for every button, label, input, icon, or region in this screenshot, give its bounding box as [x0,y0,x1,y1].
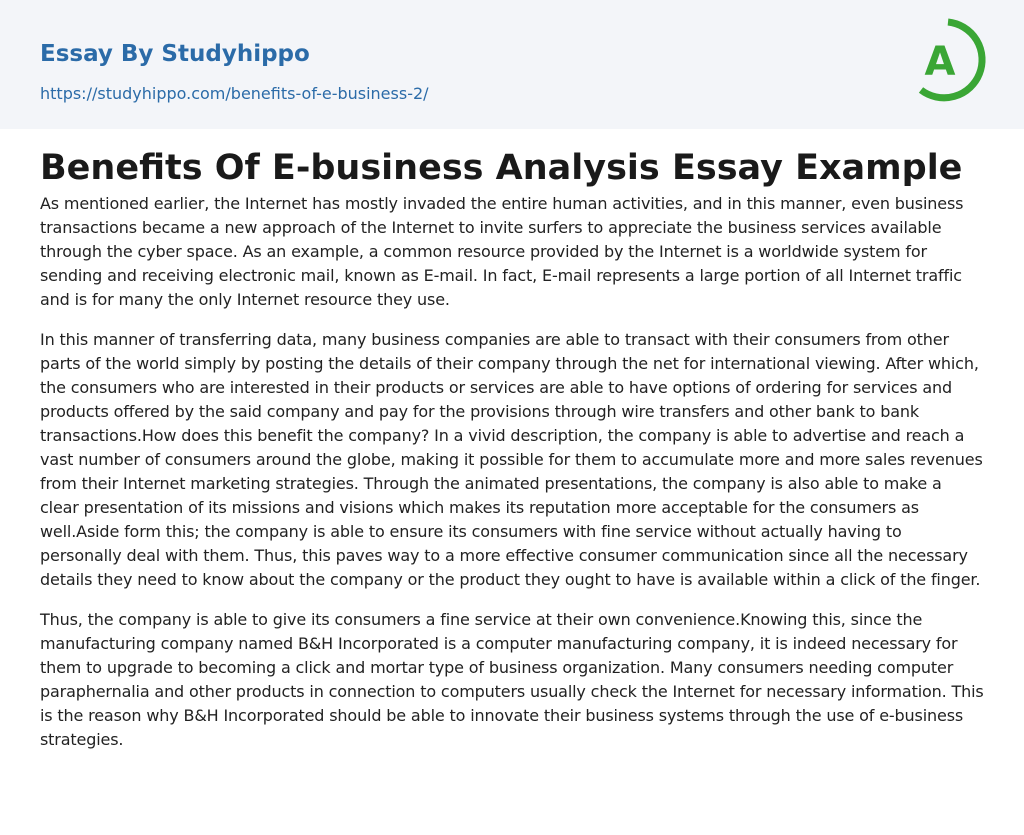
essay-paragraph: In this manner of transferring data, many business companies are able to transact with their consumers from other parts of the world simply by posting the details of their company through the net for international viewing. After which, the consumers who are interested in their products or services are able to have options of ordering for services and products offered by the said company and pay for the provisions through wire transfers and other bank to bank transactions.How does this benefit the company? In a vivid description, the company is able to advertise and reach a vast number of consumers around the globe, making it possible for them to accumulate more and more sales revenues from their Internet marketing strategies. Through the animated presentations, the company is also able to make a clear presentation of its missions and visions which makes its reputation more acceptable for the consumers as well.Aside form this; the company is able to ensure its consumers with fine service without actually having to personally deal with them. Thus, this paves way to a more effective consumer communication since all the necessary details they need to know about the company or the product they ought to have is available within a click of the finger. [40,330,983,589]
site-header [0,0,1024,129]
article [0,129,1024,752]
source-url-link[interactable]: https://studyhippo.com/benefits-of-e-business-2/ [40,84,429,103]
essay-paragraph: As mentioned earlier, the Internet has mostly invaded the entire human activities, and in this manner, even business transactions became a new approach of the Internet to invite surfers to appreciate the business services available through the cyber space. As an example, a common resource provided by the Internet is a worldwide system for sending and receiving electronic mail, known as E-mail. In fact, E-mail represents a large portion of all Internet traffic and is for many the only Internet resource they use. [40,194,964,309]
essay-body [40,192,984,752]
essay-paragraph: Thus, the company is able to give its consumers a fine service at their own convenience.Knowing this, since the manufacturing company named B&H Incorporated is a computer manufacturing company, it is indeed necessary for them to upgrade to becoming a click and mortar type of business organization. Many consumers needing computer paraphernalia and other products in connection to computers usually check the Internet for necessary information. This is the reason why B&H Incorporated should be able to innovate their business systems through the use of e-business strategies. [40,610,984,749]
logo-letter: A [924,39,956,85]
article-title: Benefits Of E-business Analysis Essay Example [40,148,963,188]
site-brand-title[interactable]: Essay By Studyhippo [40,41,310,67]
studyhippo-logo-icon[interactable] [907,18,989,106]
